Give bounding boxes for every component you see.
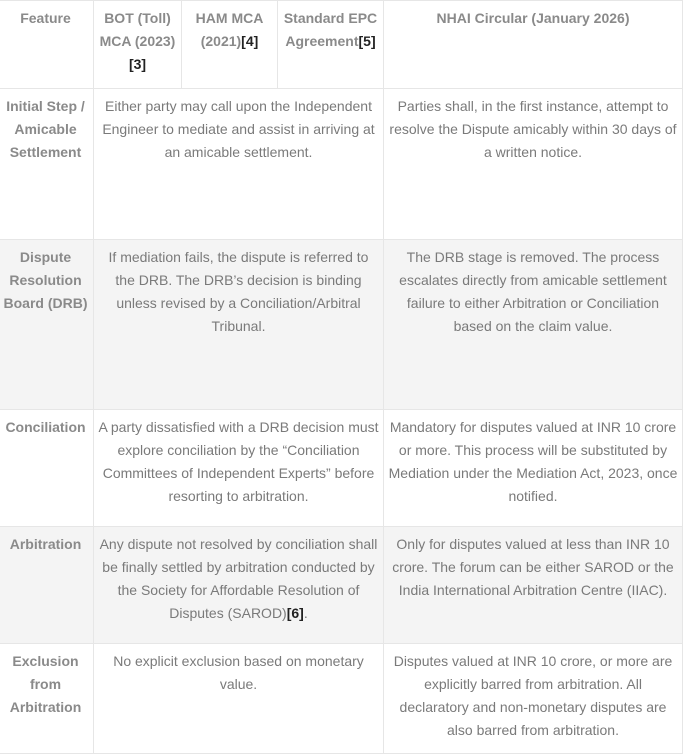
row-feature: Exclusion from Arbitration (0, 644, 94, 754)
ref-link-6[interactable]: [6] (286, 605, 304, 621)
row-nhai-provision: The DRB stage is removed. The process escalates directly from amicable settlement failure to either Arbitration or Conciliation based on the claim value. (384, 240, 683, 410)
row-feature: Conciliation (0, 410, 94, 527)
header-epc (278, 1, 384, 89)
row-nhai-provision: Only for disputes valued at less than INR 10 crore. The forum can be either SAROD or the India International Arbitration Centre (IIAC). (384, 527, 683, 644)
row-existing-end: . (303, 605, 308, 621)
header-row (0, 1, 683, 89)
row-existing-provision (94, 527, 384, 644)
row-existing-provision: A party dissatisfied with a DRB decision must explore conciliation by the “Conciliation Committees of Independent Experts” before resorting to arbitration. (94, 410, 384, 527)
row-feature: Dispute Resolution Board (DRB) (0, 240, 94, 410)
header-bot-label: BOT (Toll) MCA (2023) (99, 10, 176, 49)
header-epc-label: Standard EPC Agreement (283, 10, 378, 49)
header-nhai: NHAI Circular (January 2026) (384, 1, 683, 89)
table-row (0, 527, 683, 644)
row-feature: Arbitration (0, 527, 94, 644)
ref-link-3[interactable]: [3] (128, 56, 147, 72)
ref-link-4[interactable]: [4] (241, 33, 259, 49)
row-feature: Initial Step / Amicable Settlement (0, 89, 94, 240)
ref-link-5[interactable]: [5] (358, 33, 376, 49)
row-nhai-provision: Disputes valued at INR 10 crore, or more are explicitly barred from arbitration. All declaratory and non-monetary disputes are also barred from arbitration. (384, 644, 683, 754)
row-nhai-provision: Mandatory for disputes valued at INR 10 crore or more. This process will be substituted by Mediation under the Mediation Act, 2023, once notified. (384, 410, 683, 527)
header-bot (94, 1, 182, 89)
header-ham-label: HAM MCA (2021) (195, 10, 264, 49)
row-existing-provision: No explicit exclusion based on monetary value. (94, 644, 384, 754)
header-feature: Feature (0, 1, 94, 89)
row-existing-provision: Either party may call upon the Independent Engineer to mediate and assist in arriving at an amicable settlement. (94, 89, 384, 240)
table-row (0, 89, 683, 240)
table-row (0, 644, 683, 754)
header-ham (182, 1, 278, 89)
row-nhai-provision: Parties shall, in the first instance, attempt to resolve the Dispute amicably within 30 days of a written notice. (384, 89, 683, 240)
row-existing-provision: If mediation fails, the dispute is referred to the DRB. The DRB’s decision is binding unless revised by a Conciliation/Arbitral Tribunal. (94, 240, 384, 410)
table-row (0, 240, 683, 410)
row-existing-text: Any dispute not resolved by conciliation shall be finally settled by arbitration conducted by the Society for Affordable Resolution of Disputes (SAROD) (99, 536, 378, 621)
table-row (0, 410, 683, 527)
